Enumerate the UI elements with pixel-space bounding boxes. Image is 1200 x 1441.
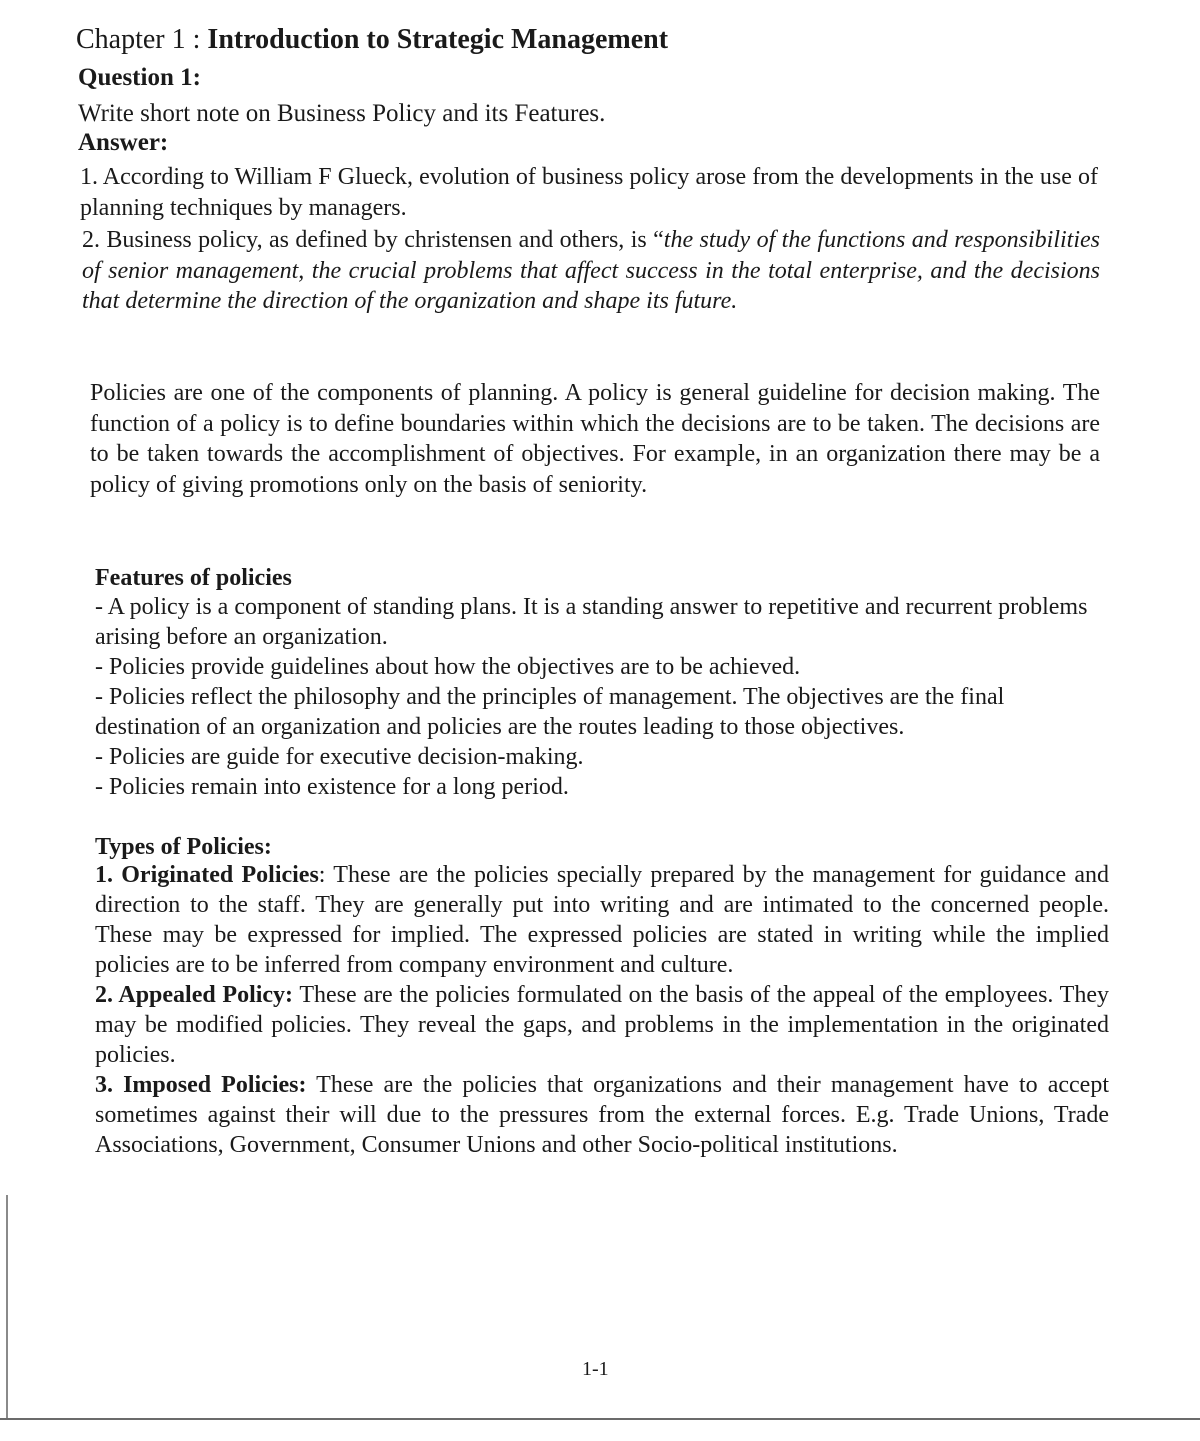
- page-edge-bottom: [0, 1418, 1200, 1420]
- page-edge-left: [6, 1195, 8, 1418]
- policy-type-text: These are the policies formulated on the basis of the appeal of the employees. They may be modified policies. They reveal the gaps, and problems in the implementation in the originated policies.: [95, 982, 1109, 1068]
- policy-type-imposed: [95, 1070, 1109, 1160]
- features-heading: Features of policies: [95, 565, 292, 591]
- list-item: - Policies remain into existence for a long period.: [95, 774, 569, 800]
- policies-paragraph: Policies are one of the components of planning. A policy is general guideline for decision making. The function of a policy is to define boundaries within which the decisions are to be taken. The decisions are to be taken towards the accomplishment of objectives. For example, in an organization there may be a policy of giving promotions only on the basis of seniority.: [90, 380, 1100, 498]
- policy-type-appealed: [95, 980, 1109, 1070]
- policy-type-originated: [95, 860, 1109, 980]
- list-item: - A policy is a component of standing plans. It is a standing answer to repetitive and recurrent problems arising before an organization.: [95, 594, 1088, 650]
- answer-label: Answer:: [78, 129, 169, 156]
- question-label: Question 1:: [78, 64, 201, 91]
- features-list: [95, 592, 1095, 802]
- list-item: - Policies are guide for executive decision-making.: [95, 744, 584, 770]
- answer-point-2: [82, 225, 1100, 317]
- list-item: - Policies provide guidelines about how the objectives are to be achieved.: [95, 654, 801, 680]
- policy-type-text: These are the policies that organizations and their management have to accept sometimes against their will due to the pressures from the external forces. E.g. Trade Unions, Trade Associations, Government, Consumer Unions and other Socio-political institutions.: [95, 1072, 1109, 1158]
- policy-type-title: 1. Originated Policies: [95, 862, 319, 888]
- policy-type-separator: [307, 1072, 317, 1098]
- answer-point-1: 1. According to William F Glueck, evolution of business policy arose from the developments in the use of planning techniques by managers.: [80, 164, 1098, 221]
- policy-type-title: 2. Appealed Policy:: [95, 982, 294, 1008]
- chapter-name: Introduction to Strategic Management: [207, 24, 669, 55]
- chapter-prefix: Chapter 1 :: [76, 24, 208, 55]
- answer-point-2-quote: the study of the functions and responsibilities of senior management, the crucial problems that affect success in the total enterprise, and the decisions that determine the direction of the organization and shape its future.: [82, 227, 1100, 314]
- list-item: - Policies reflect the philosophy and the principles of management. The objectives are the final destination of an organization and policies are the routes leading to those objectives.: [95, 684, 1005, 740]
- policy-type-separator: :: [318, 862, 334, 888]
- policy-type-text: These are the policies specially prepared by the management for guidance and direction to the staff. They are generally put into writing and are intimated to the concerned people. These may be expressed for implied. The expressed policies are stated in writing while the implied policies are to be inferred from company environment and culture.: [95, 862, 1109, 978]
- page-number: 1-1: [582, 1358, 609, 1380]
- question-text: Write short note on Business Policy and its Features.: [78, 100, 606, 127]
- types-heading: Types of Policies:: [95, 834, 272, 860]
- chapter-title: [76, 22, 668, 58]
- types-list: [95, 860, 1109, 1160]
- policy-type-title: 3. Imposed Policies:: [95, 1072, 307, 1098]
- answer-point-2-prefix: 2. Business policy, as defined by christensen and others, is “: [82, 227, 664, 253]
